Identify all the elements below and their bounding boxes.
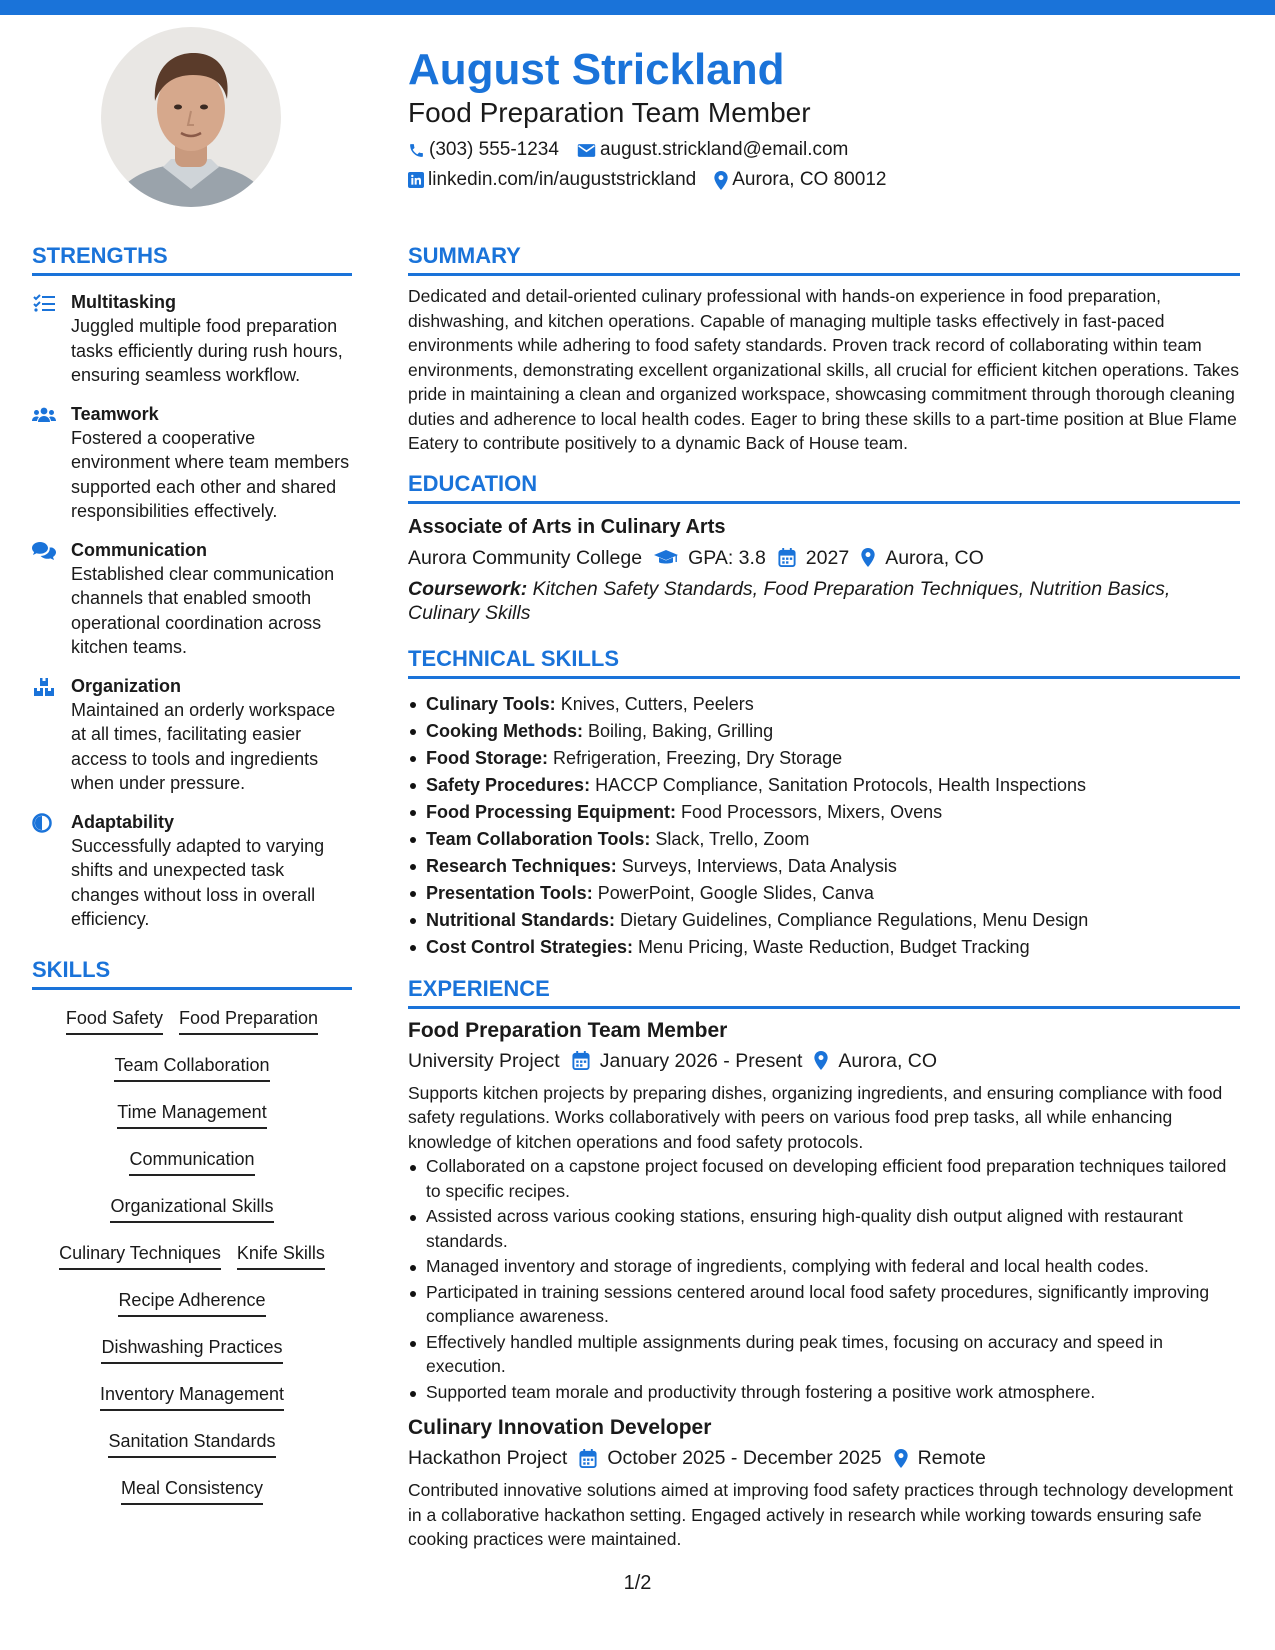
- candidate-title: Food Preparation Team Member: [408, 97, 811, 128]
- tech-skill-label: Cost Control Strategies:: [426, 936, 634, 957]
- location-text: Aurora, CO 80012: [732, 169, 887, 190]
- tech-skill-item: [408, 853, 1240, 880]
- location-text: Aurora, CO: [838, 1049, 938, 1072]
- strength-desc: Fostered a cooperative environment where team members supported each other and shared responsibilities effectively.: [71, 427, 350, 521]
- skill-tag: Food Preparation: [179, 1006, 318, 1035]
- degree-title: Associate of Arts in Culinary Arts: [408, 515, 726, 538]
- tech-skill-label: Cooking Methods:: [426, 720, 583, 741]
- tech-skill-item: [408, 772, 1240, 799]
- tech-skill-value: Menu Pricing, Waste Reduction, Budget Tracking: [638, 936, 1030, 957]
- education-location: [861, 545, 984, 571]
- location-text: Remote: [917, 1447, 986, 1469]
- email-text: august.strickland@email.com: [599, 139, 849, 160]
- job-location: [814, 1048, 937, 1074]
- education-heading: EDUCATION: [408, 470, 1240, 504]
- map-pin-icon: [714, 171, 728, 190]
- strength-title: Adaptability: [71, 811, 175, 832]
- graduation-year: [778, 545, 849, 571]
- map-pin-icon: [861, 548, 875, 567]
- strength-title: Multitasking: [71, 292, 177, 312]
- job-description: Supports kitchen projects by preparing dishes, organizing ingredients, and ensuring compliance with food safety regulations. Works collaboratively with peers on various food prep tasks, all while enhancing knowledge of kitchen operations and food safety protocols.: [408, 1082, 1223, 1152]
- dates-text: October 2025 - December 2025: [607, 1447, 882, 1469]
- linkedin-icon: [408, 172, 424, 188]
- strength-title: Communication: [71, 539, 208, 560]
- contact-row-1: [408, 138, 1238, 162]
- tech-skill-label: Nutritional Standards:: [426, 909, 616, 930]
- year-text: 2027: [805, 546, 850, 569]
- skill-tag: Communication: [129, 1147, 254, 1176]
- location-contact: [714, 168, 886, 192]
- map-pin-icon: [814, 1051, 828, 1070]
- job-bullet: Participated in training sessions centered around local food safety procedures, significantly improving compliance awareness.: [408, 1280, 1240, 1329]
- top-accent-bar: [0, 0, 1275, 15]
- tech-skill-label: Food Processing Equipment:: [426, 801, 677, 822]
- contact-row-2: [408, 168, 1238, 192]
- skill-tag: Team Collaboration: [114, 1053, 269, 1082]
- calendar-icon: [778, 548, 796, 567]
- coursework-list: Kitchen Safety Standards, Food Preparation Techniques, Nutrition Basics, Culinary Skills: [408, 577, 1171, 624]
- skill-tag: Recipe Adherence: [118, 1288, 265, 1317]
- job-bullet: Assisted across various cooking stations, ensuring high-quality dish output aligned with restaurant standards.: [408, 1204, 1240, 1253]
- tech-skill-item: [408, 907, 1240, 934]
- job-bullets: [408, 1154, 1240, 1404]
- strength-desc: Established clear communication channels that enabled smooth operational coordination across kitchen teams.: [71, 563, 335, 657]
- left-column: [32, 242, 352, 1523]
- job-description: Contributed innovative solutions aimed at improving food safety practices through technology development in a collaborative hackathon setting. Engaged actively in research while working towards ensuring safe cooking practices were maintained.: [408, 1480, 1233, 1549]
- dates-text: January 2026 - Present: [599, 1049, 803, 1072]
- tech-skill-item: [408, 799, 1240, 826]
- summary-text: Dedicated and detail-oriented culinary professional with hands-on experience in food preparation, dishwashing, and kitchen operations. Capable of managing multiple tasks effectively in fast-paced environments while adhering to food safety standards. Proven track record of collaborating within team environments, demonstrating excellent organizational skills, all crucial for efficient kitchen operations. Takes pride in maintaining a clean and organized workspace, showcasing commitment through thorough cleaning duties and adherence to local health codes. Eager to bring these skills to a part-time position at Blue Flame Eatery to contribute positively to a dynamic Back of House team.: [408, 286, 1240, 453]
- strength-desc: Successfully adapted to varying shifts and unexpected task changes without loss in overall efficiency.: [71, 835, 325, 929]
- tech-skill-value: Knives, Cutters, Peelers: [560, 693, 754, 714]
- org-name: University Project: [408, 1049, 560, 1072]
- job-meta: [408, 1445, 1240, 1471]
- map-pin-icon: [894, 1449, 908, 1468]
- linkedin-text: linkedin.com/in/auguststrickland: [428, 169, 697, 190]
- adjust-icon: [32, 813, 56, 833]
- skill-tag: Knife Skills: [237, 1241, 325, 1270]
- tech-skill-item: [408, 718, 1240, 745]
- job-location: [894, 1445, 986, 1471]
- tech-skill-label: Research Techniques:: [426, 855, 617, 876]
- job-bullet: Supported team morale and productivity through fostering a positive work atmosphere.: [408, 1380, 1240, 1405]
- job-dates: [572, 1048, 803, 1074]
- strength-title: Organization: [71, 675, 182, 696]
- gpa-text: GPA: 3.8: [688, 546, 766, 569]
- tech-skill-label: Presentation Tools:: [426, 882, 593, 903]
- tech-skill-item: [408, 691, 1240, 718]
- calendar-icon: [572, 1051, 590, 1070]
- strength-item: [32, 290, 352, 388]
- job-title: Culinary Innovation Developer: [408, 1416, 712, 1439]
- experience-entry: [408, 1414, 1240, 1552]
- tech-skill-value: Slack, Trello, Zoom: [655, 828, 810, 849]
- tech-skill-value: Food Processors, Mixers, Ovens: [681, 801, 943, 822]
- strength-desc: Maintained an orderly workspace at all times, facilitating easier access to tools and ingredients when under pressure.: [71, 699, 336, 793]
- job-bullet: Collaborated on a capstone project focused on developing efficient food preparation techniques tailored to specific recipes.: [408, 1154, 1240, 1203]
- tech-skill-value: PowerPoint, Google Slides, Canva: [597, 882, 874, 903]
- tech-skill-value: HACCP Compliance, Sanitation Protocols, Health Inspections: [595, 774, 1087, 795]
- phone-contact[interactable]: [408, 138, 559, 162]
- tech-skill-value: Refrigeration, Freezing, Dry Storage: [553, 747, 843, 768]
- strength-item: [32, 538, 352, 660]
- tech-skill-value: Dietary Guidelines, Compliance Regulations, Menu Design: [620, 909, 1089, 930]
- checklist-icon: [32, 293, 56, 313]
- job-title: Food Preparation Team Member: [408, 1018, 728, 1042]
- envelope-icon: [577, 143, 596, 158]
- summary-heading: SUMMARY: [408, 242, 1240, 276]
- boxes-icon: [32, 677, 56, 697]
- skill-tag: Dishwashing Practices: [101, 1335, 282, 1364]
- job-bullet: Effectively handled multiple assignments during peak times, focusing on accuracy and speed in execution.: [408, 1330, 1240, 1379]
- graduation-cap-icon: [654, 549, 678, 566]
- tech-skill-item: [408, 826, 1240, 853]
- page-number: 1/2: [623, 1572, 652, 1594]
- resume-header: [408, 44, 1238, 192]
- tech-skill-label: Safety Procedures:: [426, 774, 591, 795]
- skills-list: [32, 1006, 352, 1523]
- skill-tag: Organizational Skills: [110, 1194, 273, 1223]
- skill-tag: Meal Consistency: [121, 1476, 263, 1505]
- tech-skill-label: Culinary Tools:: [426, 693, 556, 714]
- experience-heading: EXPERIENCE: [408, 975, 1240, 1009]
- school-name: Aurora Community College: [408, 546, 643, 569]
- skills-heading: SKILLS: [32, 956, 352, 990]
- skill-tag: Culinary Techniques: [59, 1241, 221, 1270]
- tech-skill-item: [408, 880, 1240, 907]
- tech-skill-label: Food Storage:: [426, 747, 548, 768]
- strength-title: Teamwork: [71, 403, 159, 424]
- skill-tag: Time Management: [117, 1100, 266, 1129]
- job-dates: [579, 1445, 881, 1471]
- tech-skill-item: [408, 745, 1240, 772]
- technical-skills-list: [408, 691, 1240, 961]
- education-meta: [408, 545, 1240, 571]
- strength-item: [32, 402, 352, 524]
- tech-skill-label: Team Collaboration Tools:: [426, 828, 651, 849]
- strength-desc: Juggled multiple food preparation tasks efficiently during rush hours, ensuring seamless workflow.: [71, 316, 343, 385]
- coursework-label: Coursework:: [408, 577, 528, 600]
- profile-photo: [101, 27, 281, 207]
- strength-item: [32, 674, 352, 796]
- job-meta: [408, 1048, 1240, 1074]
- job-org: [408, 1445, 567, 1471]
- job-org: [408, 1048, 560, 1074]
- candidate-name: August Strickland: [408, 45, 785, 94]
- job-bullet: Managed inventory and storage of ingredients, complying with federal and local health codes.: [408, 1254, 1240, 1279]
- experience-entry: [408, 1017, 1240, 1405]
- tech-skill-value: Surveys, Interviews, Data Analysis: [621, 855, 897, 876]
- phone-icon: [408, 142, 425, 159]
- gpa: [654, 545, 766, 571]
- skill-tag: Food Safety: [66, 1006, 163, 1035]
- org-name: Hackathon Project: [408, 1447, 568, 1469]
- strengths-heading: STRENGTHS: [32, 242, 352, 276]
- coursework: [408, 577, 1240, 625]
- phone-text: (303) 555-1234: [429, 139, 559, 160]
- linkedin-contact[interactable]: [408, 168, 696, 192]
- tech-skill-value: Boiling, Baking, Grilling: [588, 720, 774, 741]
- users-icon: [32, 405, 56, 425]
- calendar-icon: [579, 1449, 597, 1468]
- comments-icon: [32, 541, 56, 561]
- tech-skill-item: [408, 934, 1240, 961]
- right-column: [408, 242, 1240, 1552]
- education-location-text: Aurora, CO: [885, 546, 984, 569]
- strength-item: [32, 810, 352, 932]
- school: [408, 545, 642, 571]
- skill-tag: Inventory Management: [100, 1382, 284, 1411]
- technical-skills-heading: TECHNICAL SKILLS: [408, 645, 1240, 679]
- skill-tag: Sanitation Standards: [108, 1429, 275, 1458]
- email-contact[interactable]: [577, 138, 848, 162]
